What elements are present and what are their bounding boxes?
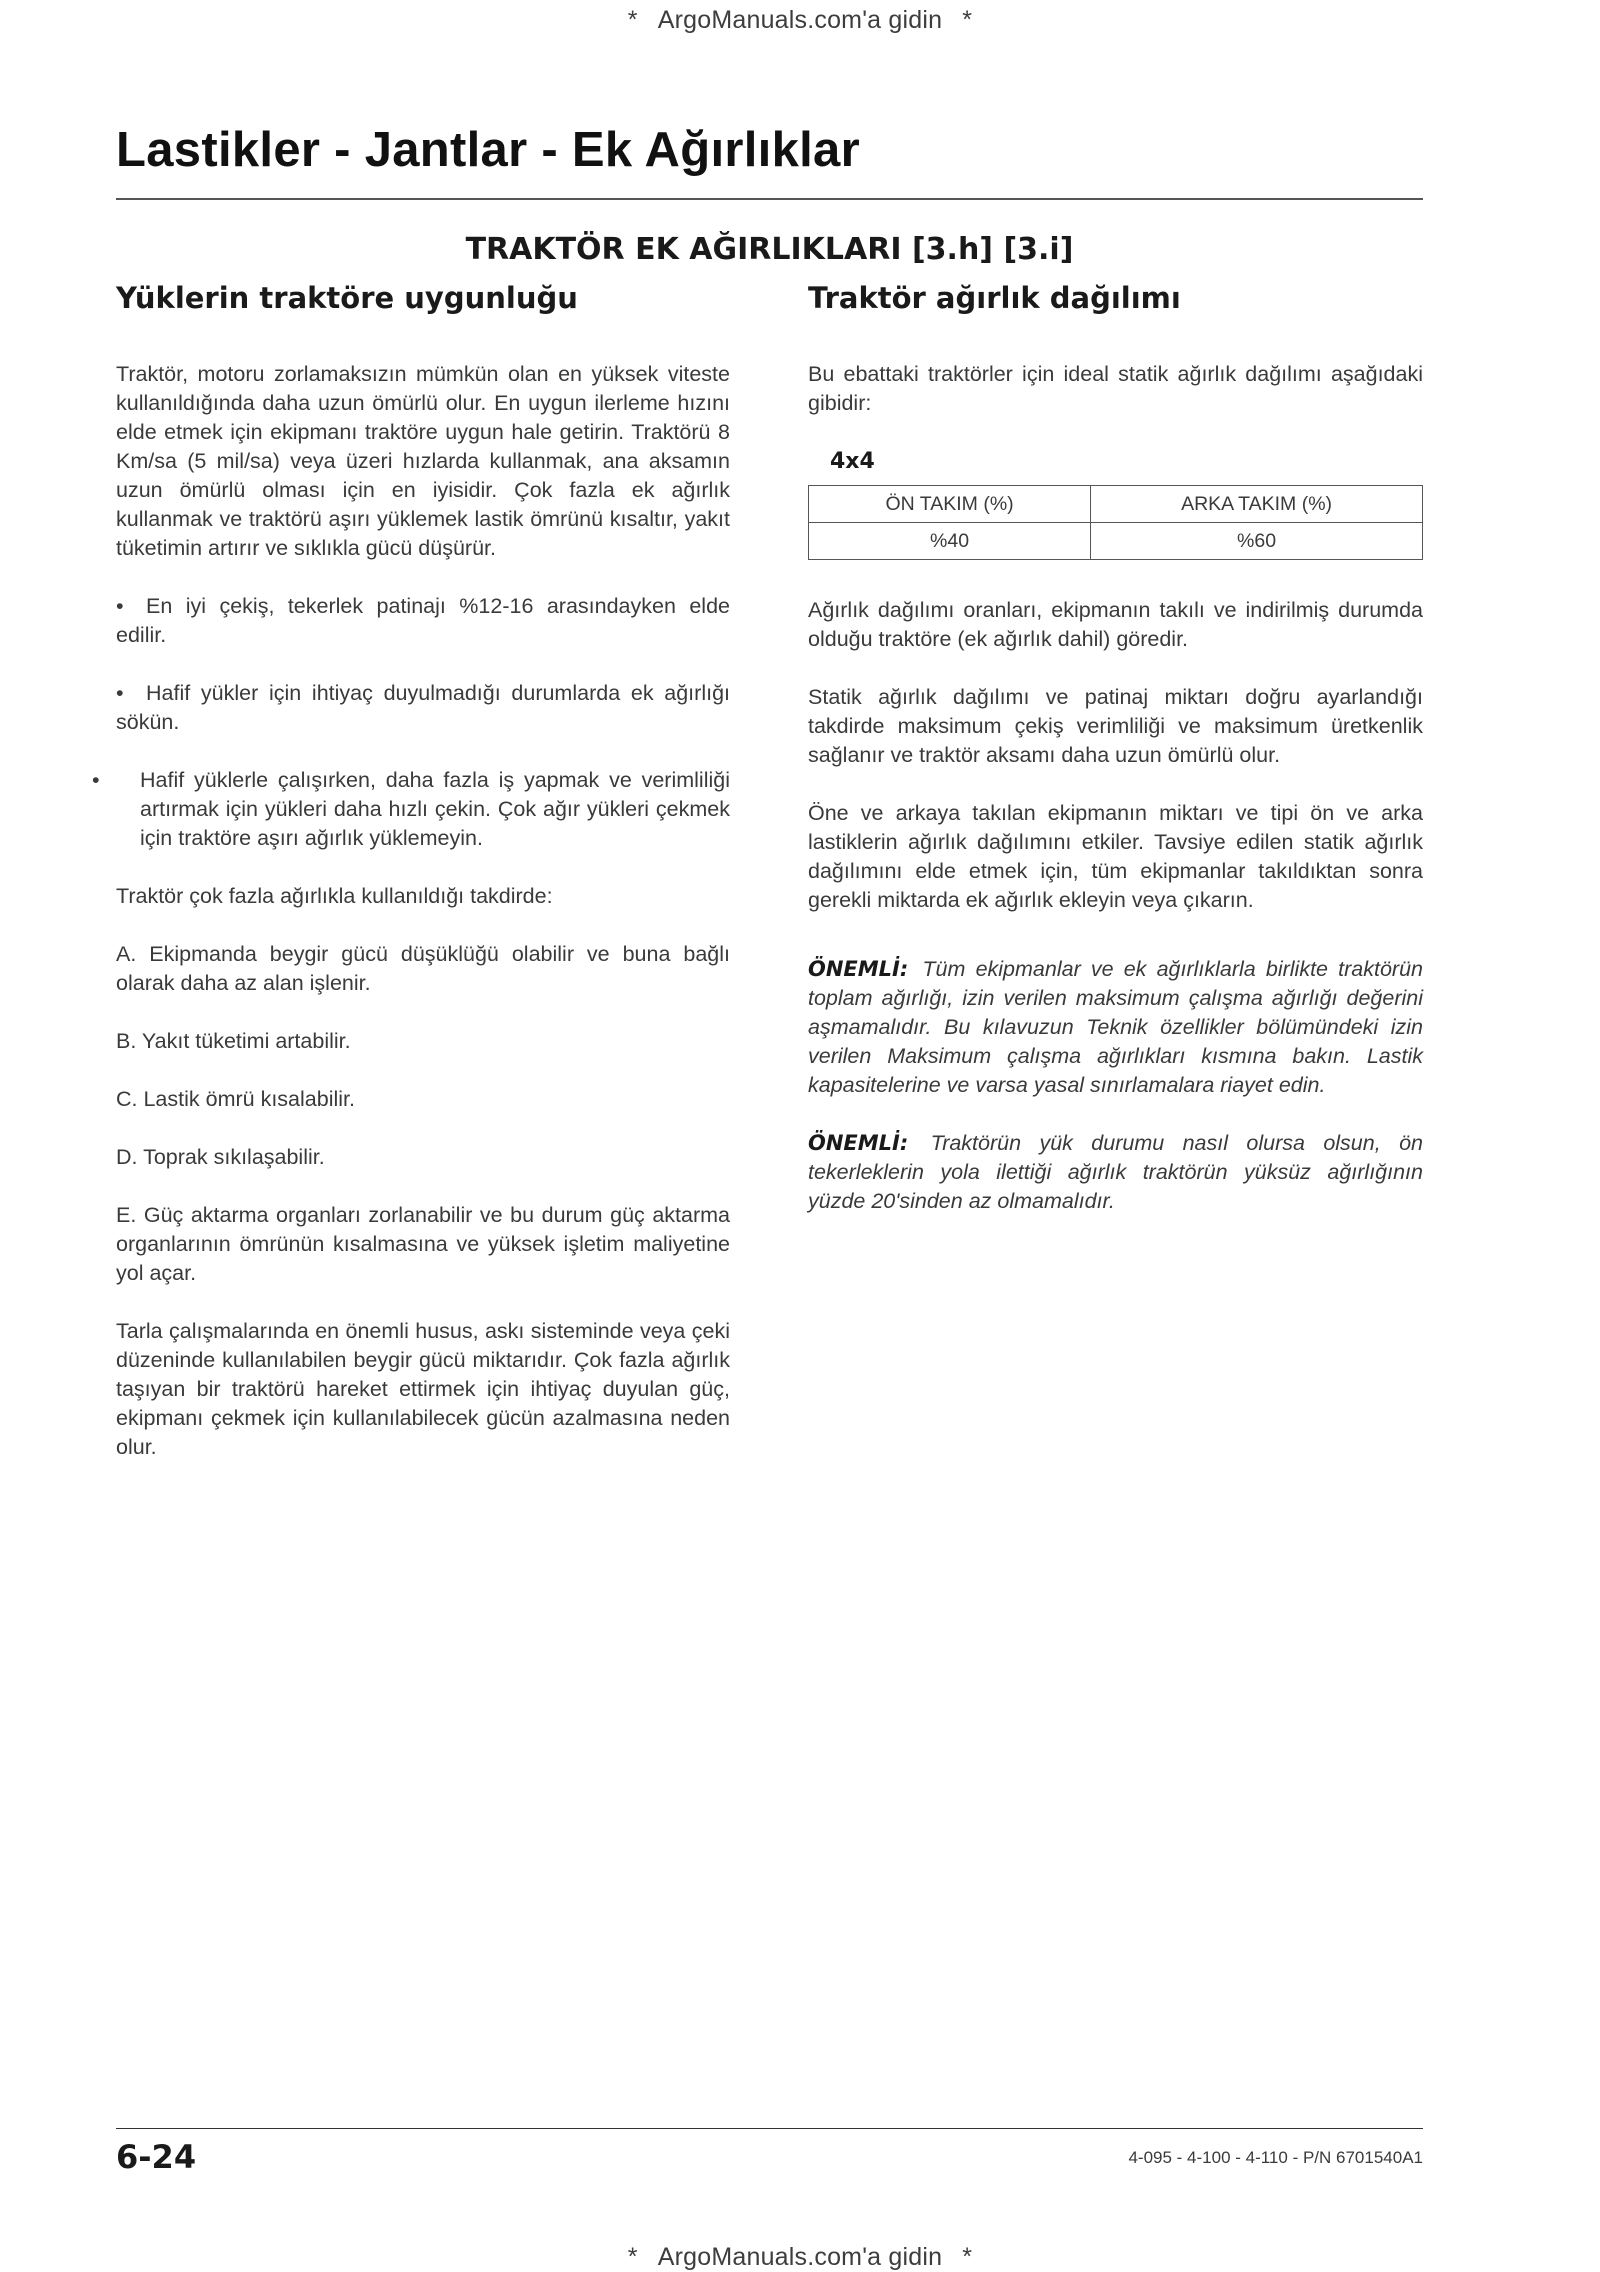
watermark-top[interactable] [0,6,1600,35]
table-row [809,523,1423,560]
watermark-link[interactable]: ArgoManuals.com'a gidin [657,6,943,34]
watermark-star: * [962,2243,973,2271]
right-paragraph-2: Statik ağırlık dağılımı ve patinaj miktarı doğru ayarlandığı takdirde maksimum çekiş verimliliği ve maksimum üretkenlik sağlanır ve traktör aksamı daha uzun ömürlü olur. [808,685,1423,767]
weight-distribution-table [808,485,1423,560]
watermark-link[interactable]: ArgoManuals.com'a gidin [657,2243,943,2271]
footer-divider [116,2128,1423,2129]
important-note [808,955,1423,1100]
title-divider [116,198,1423,200]
left-column [92,278,730,1491]
note-text: Tüm ekipmanlar ve ek ağırlıklarla birlikte traktörün toplam ağırlığı, izin verilen maksimum çalışma ağırlığı değerini aşmamalıdır. Bu kılavuzun Teknik özellikler bölümündeki izin verilen Maksimum çalışma ağırlıkları kısmına bakın. Lastik kapasitelerine ve varsa yasal sınırlamalara riayet edin. [808,957,1424,1097]
list-item-e: E. Güç aktarma organları zorlanabilir ve bu durum güç aktarma organlarının ömrünün kısalmasına ve yüksek işletim maliyetine yol açar. [116,1203,730,1285]
list-item-c: C. Lastik ömrü kısalabilir. [116,1087,355,1111]
right-paragraph-3: Öne ve arkaya takılan ekipmanın miktarı ve tipi ön ve arka lastiklerin ağırlık dağılımını etkiler. Tavsiye edilen statik ağırlık dağılımını elde etmek için, tüm ekipmanlar takıldıktan sonra gerekli miktarda ek ağırlık ekleyin veya çıkarın. [808,801,1423,912]
note-label: ÖNEMLİ: [808,1131,909,1155]
watermark-star: * [627,2243,638,2271]
table-header-row [809,486,1423,523]
watermark-star: * [627,6,638,34]
right-column [808,278,1423,1245]
table-cell: %40 [809,523,1091,560]
bullet-text: Hafif yükler için ihtiyaç duyulmadığı durumlarda ek ağırlığı sökün. [116,681,730,734]
document-code: 4-095 - 4-100 - 4-110 - P/N 6701540A1 [1128,2148,1423,2167]
note-label: ÖNEMLİ: [808,957,909,981]
bullet-icon: • [116,594,124,618]
section-title: TRAKTÖR EK AĞIRLIKLARI [3.h] [3.i] [465,232,1074,267]
watermark-star: * [962,6,973,34]
table-label: 4x4 [830,449,875,474]
left-intro-paragraph: Traktör, motoru zorlamaksızın mümkün olan en yüksek viteste kullanıldığında daha uzun ömürlü olur. En uygun ilerleme hızını elde etmek için ekipmanı traktöre uygun hale getirin. Traktörü 8 Km/sa (5 mil/sa) veya üzeri hızlarda kullanmak, ana aksamın uzun ömürlü olması için en iyisidir. Çok fazla ek ağırlık kullanmak ve traktörü aşırı yüklemek lastik ömrünü kısaltır, yakıt tüketimin artırır ve sıklıkla gücü düşürür. [116,362,730,560]
watermark-bottom[interactable] [0,2243,1600,2272]
bullet-text: En iyi çekiş, tekerlek patinajı %12-16 arasındayken elde edilir. [116,594,730,647]
note-text: Traktörün yük durumu nasıl olursa olsun, ön tekerleklerin yola ilettiği ağırlık traktörün yüksüz ağırlığının yüzde 20'sinden az olmamalıdır. [808,1131,1423,1213]
important-note [808,1129,1423,1216]
left-heading: Yüklerin traktöre uygunluğu [116,281,578,315]
list-item-b: B. Yakıt tüketimi artabilir. [116,1029,351,1053]
bullet-item [116,592,730,650]
bullet-icon: • [116,681,124,705]
page-number: 6-24 [116,2138,197,2176]
right-paragraph-1: Ağırlık dağılımı oranları, ekipmanın takılı ve indirilmiş durumda olduğu traktöre (ek ağırlık dahil) göredir. [808,598,1423,651]
bullet-icon: • [92,768,100,792]
list-item-d: D. Toprak sıkılaşabilir. [116,1145,325,1169]
right-intro-paragraph: Bu ebattaki traktörler için ideal statik ağırlık dağılımı aşağıdaki gibidir: [808,362,1423,415]
table-header-cell: ARKA TAKIM (%) [1091,486,1423,523]
bullet-text: Hafif yüklerle çalışırken, daha fazla iş yapmak ve verimliliği artırmak için yükleri daha hızlı çekin. Çok ağır yükleri çekmek için traktöre aşırı ağırlık yüklemeyin. [140,768,730,850]
bullet-item [92,766,730,853]
page-title: Lastikler - Jantlar - Ek Ağırlıklar [116,123,860,177]
right-heading: Traktör ağırlık dağılımı [808,281,1181,315]
closing-paragraph: Tarla çalışmalarında en önemli husus, askı sisteminde veya çeki düzeninde kullanılabilen beygir gücü miktarıdır. Çok fazla ağırlık taşıyan bir traktörü hareket ettirmek için ihtiyaç duyulan güç, ekipmanı çekmek için kullanılabilecek gücün azalmasına neden olur. [116,1319,730,1459]
bullet-item [116,679,730,737]
overweight-intro: Traktör çok fazla ağırlıkla kullanıldığı takdirde: [116,884,553,908]
list-item-a: A. Ekipmanda beygir gücü düşüklüğü olabilir ve buna bağlı olarak daha az alan işlenir. [116,942,730,995]
table-cell: %60 [1091,523,1423,560]
table-header-cell: ÖN TAKIM (%) [809,486,1091,523]
